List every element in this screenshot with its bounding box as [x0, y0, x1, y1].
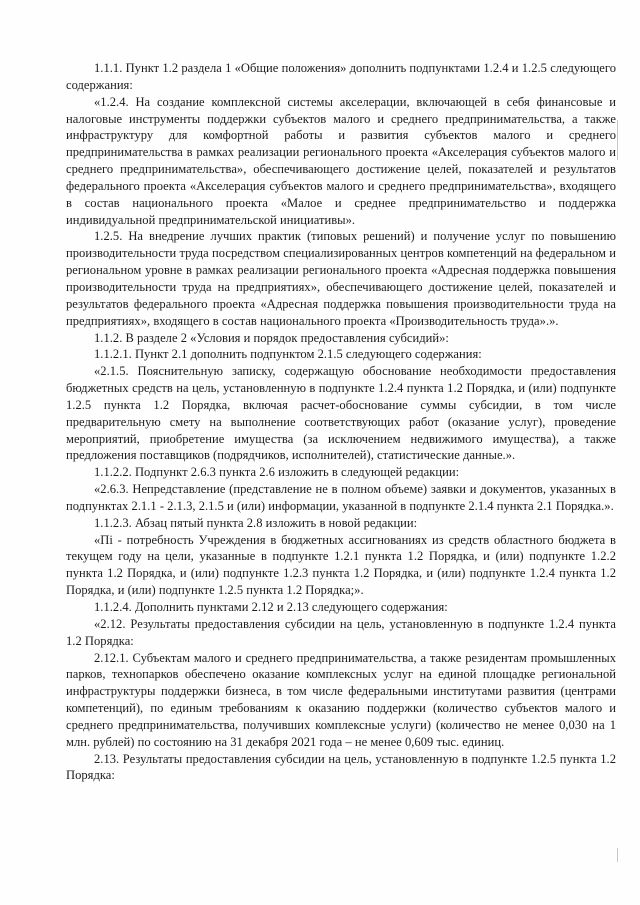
paragraph-p12: «2.12. Результаты предоставления субсидии на цель, установленную в подпункте 1.2.4 пункта 1.2 Порядка:	[66, 616, 616, 648]
paragraph-p4: 1.1.2. В разделе 2 «Условия и порядок предоставления субсидий»:	[94, 330, 449, 345]
paragraph-p8: «2.6.3. Непредставление (представление не в полном объеме) заявки и документов, указанных в подпунктах 2.1.1 - 2.1.3, 2.1.5 и (или) информации, указанной в подпункте 2.1.4 пункта 2.1 Порядка.».	[66, 482, 616, 513]
scan-edge-mark	[617, 848, 618, 862]
document-body	[66, 60, 616, 784]
paragraph-p1: 1.1.1. Пункт 1.2 раздела 1 «Общие положения» дополнить подпунктами 1.2.4 и 1.2.5 следующего содержания:	[66, 61, 616, 92]
paragraph-p3: 1.2.5. На внедрение лучших практик (типовых решений) и получение услуг по повышению производительности труда посредством специализированных центров компетенций на федеральном и региональном уровне в рамках реализации регионального проекта «Адресная поддержка повышения производительности труда на предприятиях», обеспечивающего достижение целей, показателей и результатов федерального проекта «Адресная поддержка повышения производительности труда на предприятиях», входящего в состав национального проекта «Производительность труда».».	[66, 229, 616, 328]
paragraph-p13: 2.12.1. Субъектам малого и среднего предпринимательства, а также резидентам промышленных парков, технопарков обеспечено оказание комплексных услуг на единой площадке региональной инфраструктуры поддержки бизнеса, в том числе федеральными институтами развития (центрами компетенций), по единым требованиям к оказанию поддержки (количество субъектов малого и среднего предпринимательства, получивших комплексные услуги) (количество не менее 0,030 на 1 млн. рублей) по состоянию на 31 декабря 2021 года – не менее 0,609 тыс. единиц.	[66, 650, 616, 749]
paragraph-p6: «2.1.5. Пояснительную записку, содержащую обоснование необходимости предоставления бюджетных средств на цель, установленную в подпункте 1.2.4 пункта 1.2 Порядка, и (или) подпункте 1.2.5 пункта 1.2 Порядка, включая расчет-обоснование суммы субсидии, в том числе предварительную смету на выполнение соответствующих работ (оказание услуг), проведение мероприятий, приобретение имущества (за исключением недвижимого имущества), а также предложения поставщиков (подрядчиков, исполнителей), статистические данные.».	[66, 364, 616, 463]
paragraph-p2: «1.2.4. На создание комплексной системы акселерации, включающей в себя финансовые и налоговые инструменты поддержки субъектов малого и среднего предпринимательства, а также инфраструктуру для комфортной работы и развития субъектов малого и среднего предпринимательства в рамках реализации регионального проекта «Акселерация субъектов малого и среднего предпринимательства», обеспечивающего достижение целей, показателей и результатов федерального проекта «Акселерация субъектов малого и среднего предпринимательства», входящего в состав национального проекта «Малое и среднее предпринимательство и поддержка индивидуальной предпринимательской инициативы».	[66, 94, 616, 227]
paragraph-p7: 1.1.2.2. Подпункт 2.6.3 пункта 2.6 изложить в следующей редакции:	[94, 465, 460, 480]
scan-edge-mark	[617, 120, 618, 160]
paragraph-p10: «Пi - потребность Учреждения в бюджетных ассигнованиях из средств областного бюджета в текущем году на цели, указанные в подпункте 1.2.1 пункта 1.2 Порядка, и (или) подпункте 1.2.2 пункта 1.2 Порядка, и (или) подпункте 1.2.3 пункта 1.2 Порядка, и (или) подпункте 1.2.4 пункта 1.2 Порядка, и (или) подпункте 1.2.5 пункта 1.2 Порядка;».	[66, 532, 616, 598]
paragraph-p5: 1.1.2.1. Пункт 2.1 дополнить подпунктом 2.1.5 следующего содержания:	[94, 347, 482, 362]
paragraph-p9: 1.1.2.3. Абзац пятый пункта 2.8 изложить в новой редакции:	[94, 515, 418, 530]
paragraph-p11: 1.1.2.4. Дополнить пунктами 2.12 и 2.13 следующего содержания:	[94, 600, 448, 614]
paragraph-p14: 2.13. Результаты предоставления субсидии на цель, установленную в подпункте 1.2.5 пункта 1.2 Порядка:	[66, 751, 616, 783]
